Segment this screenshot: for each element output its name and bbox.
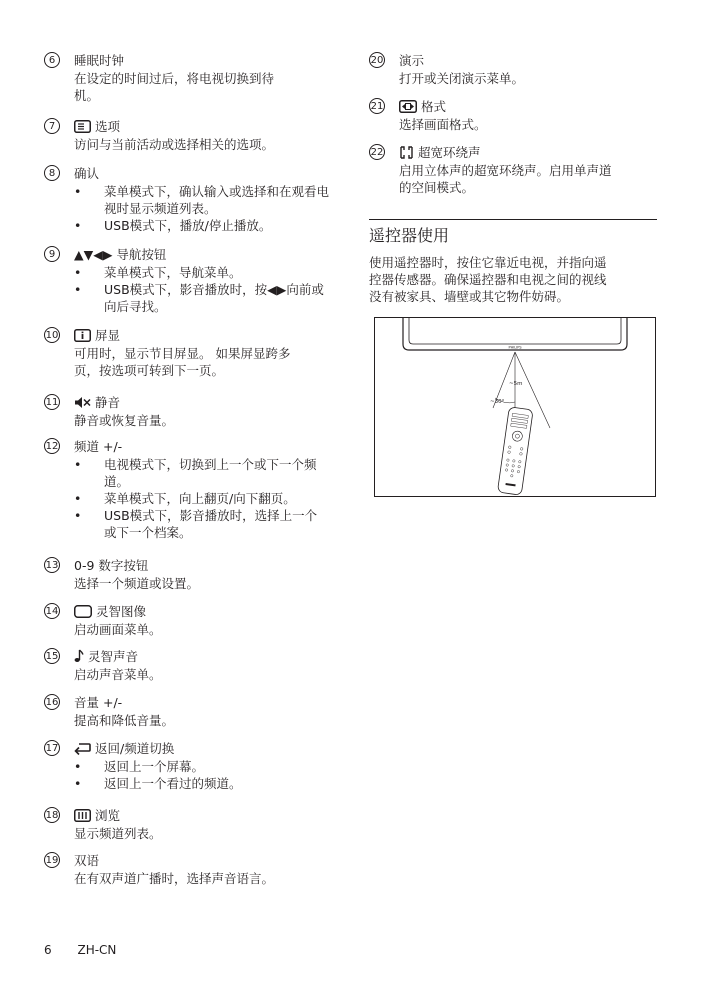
item-title-text: 返回/频道切换 <box>95 741 175 756</box>
item-number: 19 <box>44 852 60 868</box>
item-title-text: 音量 +/- <box>74 695 123 710</box>
item-description-line: 启用立体声的超宽环绕声。启用单声道 <box>399 163 612 178</box>
item-title <box>74 694 122 711</box>
item-number: 16 <box>44 694 60 710</box>
item-number: 12 <box>44 438 60 454</box>
item-description-line: 页，按选项可转到下一页。 <box>74 363 225 378</box>
section-body-line: 使用遥控器时，按住它靠近电视，并指向遥 <box>369 255 607 270</box>
item-bullet-list <box>74 758 329 792</box>
item-bullet: • USB模式下，播放/停止播放。 <box>74 217 329 234</box>
item-title-text: 演示 <box>399 53 425 68</box>
item-bullet: • 电视模式下，切换到上一个或下一个频道。 <box>74 456 329 490</box>
item-bullet-list <box>74 456 329 541</box>
item-title <box>74 118 120 135</box>
page-footer <box>44 942 138 959</box>
item-description <box>74 70 329 104</box>
item-number: 15 <box>44 648 60 664</box>
distance-label: ~5m <box>509 381 523 387</box>
item-title-text: 灵智图像 <box>96 604 147 619</box>
item-description-line: 打开或关闭演示菜单。 <box>399 71 525 86</box>
item-description-line: 启动声音菜单。 <box>74 667 162 682</box>
item-description <box>399 162 654 196</box>
item-title-text: 选项 <box>95 119 121 134</box>
item-title <box>74 327 120 344</box>
item-description-line: 机。 <box>74 88 100 103</box>
item-title <box>399 98 446 115</box>
smart-picture-icon <box>74 604 96 619</box>
item-description <box>74 183 329 234</box>
item-description <box>74 712 329 729</box>
item-number: 7 <box>44 118 60 134</box>
tv-brand-label: PHILIPS <box>508 345 522 350</box>
item-number: 14 <box>44 603 60 619</box>
item-description-line: 访问与当前活动或选择相关的选项。 <box>74 137 275 152</box>
smart-sound-icon <box>74 649 88 664</box>
format-icon <box>399 99 421 114</box>
item-description-line: 启动画面菜单。 <box>74 622 162 637</box>
item-number: 10 <box>44 327 60 343</box>
item-title <box>74 557 148 574</box>
item-title <box>399 52 424 69</box>
item-bullet: • 菜单模式下，导航菜单。 <box>74 264 329 281</box>
item-description-line: 提高和降低音量。 <box>74 713 175 728</box>
item-title-text: 灵智声音 <box>88 649 139 664</box>
item-bullet: • 菜单模式下，向上翻页/向下翻页。 <box>74 490 329 507</box>
item-number: 21 <box>369 98 385 114</box>
item-description <box>74 758 329 792</box>
item-bullet: • 返回上一个看过的频道。 <box>74 775 329 792</box>
item-title <box>74 603 146 620</box>
item-bullet: • 菜单模式下，确认输入或选择和在观看电视时显示频道列表。 <box>74 183 329 217</box>
item-title-text: 频道 +/- <box>74 439 123 454</box>
item-description <box>74 456 329 541</box>
remote-usage-illustration <box>374 317 656 497</box>
item-description-line: 在有双声道广播时，选择声音语言。 <box>74 871 275 886</box>
item-title <box>74 648 138 665</box>
surround-icon <box>399 145 418 160</box>
browse-icon <box>74 808 95 823</box>
angle-label: ~30° <box>490 399 505 405</box>
item-description <box>399 116 654 133</box>
tv-remote-diagram <box>375 318 655 496</box>
mute-icon <box>74 395 95 410</box>
item-title <box>399 144 481 161</box>
item-title-text: 超宽环绕声 <box>418 145 481 160</box>
item-title-text: 双语 <box>74 853 100 868</box>
item-title <box>74 394 120 411</box>
page-number: 6 <box>44 943 52 957</box>
info-icon <box>74 328 95 343</box>
item-number: 9 <box>44 246 60 262</box>
item-description-line: 选择一个频道或设置。 <box>74 576 200 591</box>
item-description <box>74 666 329 683</box>
item-number: 13 <box>44 557 60 573</box>
item-title <box>74 246 166 263</box>
item-number: 8 <box>44 165 60 181</box>
item-description <box>74 412 329 429</box>
item-bullet-list <box>74 183 329 234</box>
section-body <box>369 254 659 305</box>
item-description <box>74 825 329 842</box>
tv-screen <box>409 318 621 344</box>
item-title-text: 静音 <box>95 395 121 410</box>
section-title: 遥控器使用 <box>369 226 450 245</box>
item-description <box>74 345 329 379</box>
item-title-text: 0-9 数字按钮 <box>74 558 149 573</box>
item-description <box>74 264 329 315</box>
item-description-line: 可用时，显示节目屏显。 如果屏显跨多 <box>74 346 291 361</box>
language-code: ZH-CN <box>77 943 117 957</box>
item-title-text: 屏显 <box>95 328 121 343</box>
item-description-line: 静音或恢复音量。 <box>74 413 175 428</box>
item-title-text: 确认 <box>74 166 100 181</box>
item-title-text: 格式 <box>421 99 447 114</box>
item-title <box>74 165 99 182</box>
item-description <box>74 136 329 153</box>
item-title <box>74 807 120 824</box>
item-description <box>74 870 329 887</box>
item-description-line: 选择画面格式。 <box>399 117 487 132</box>
item-title <box>74 52 124 69</box>
item-number: 6 <box>44 52 60 68</box>
section-body-line: 没有被家具、墙壁或其它物件妨碍。 <box>369 289 570 304</box>
item-title-text: ▲▼◀▶ 导航按钮 <box>74 247 167 262</box>
item-title <box>74 438 122 455</box>
item-number: 11 <box>44 394 60 410</box>
item-bullet: • USB模式下，影音播放时，选择上一个或下一个档案。 <box>74 507 329 541</box>
item-number: 17 <box>44 740 60 756</box>
item-number: 22 <box>369 144 385 160</box>
options-icon <box>74 119 95 134</box>
item-description <box>399 70 654 87</box>
remote-control <box>497 407 533 496</box>
item-title-text: 睡眠时钟 <box>74 53 125 68</box>
item-description <box>74 575 329 592</box>
item-description-line: 显示频道列表。 <box>74 826 162 841</box>
item-description-line: 的空间模式。 <box>399 180 475 195</box>
section-body-line: 控器传感器。确保遥控器和电视之间的视线 <box>369 272 607 287</box>
item-bullet: • USB模式下，影音播放时，按◀▶向前或向后寻找。 <box>74 281 329 315</box>
item-bullet-list <box>74 264 329 315</box>
section-divider <box>369 219 657 220</box>
item-number: 18 <box>44 807 60 823</box>
back-icon <box>74 741 95 756</box>
item-number: 20 <box>369 52 385 68</box>
item-title <box>74 852 99 869</box>
item-description-line: 在设定的时间过后，将电视切换到待 <box>74 71 275 86</box>
item-title-text: 浏览 <box>95 808 121 823</box>
item-bullet: • 返回上一个屏幕。 <box>74 758 329 775</box>
item-title <box>74 740 174 757</box>
item-description <box>74 621 329 638</box>
